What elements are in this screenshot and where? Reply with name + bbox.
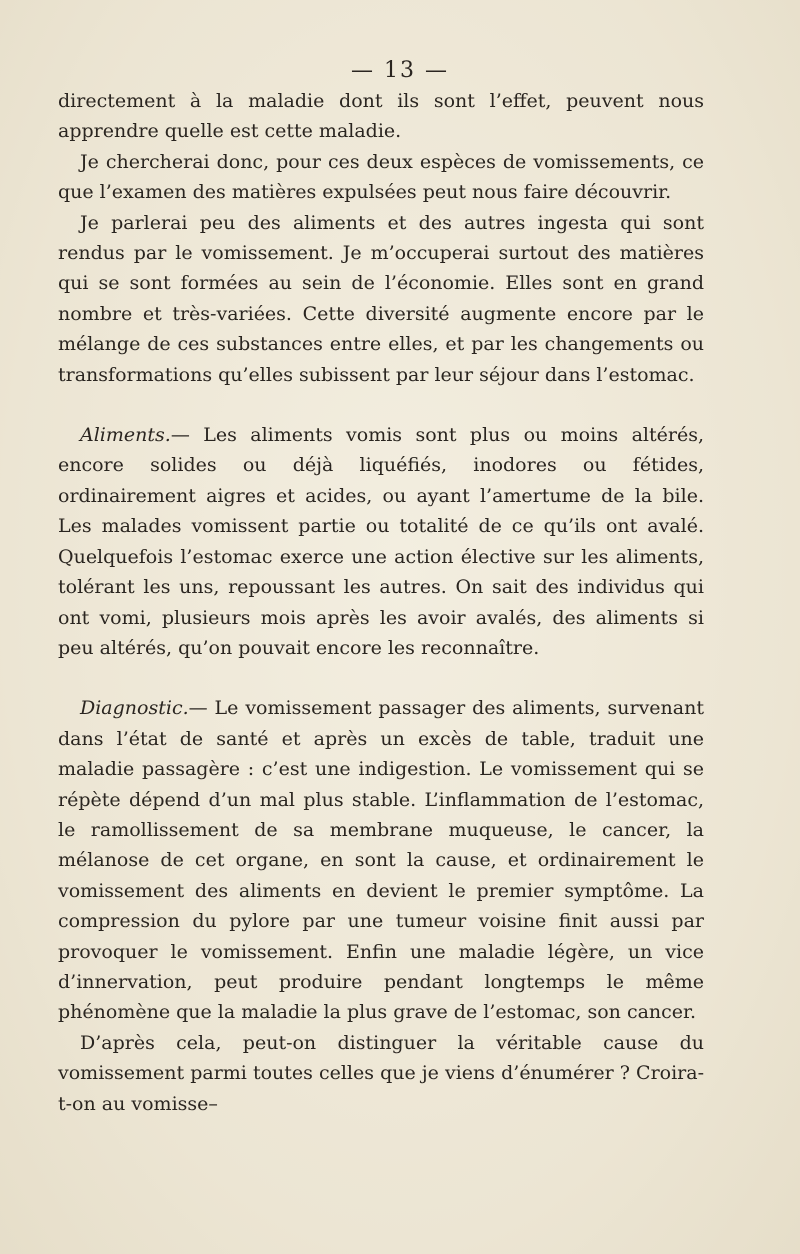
paragraph [58,147,704,208]
paragraph-text: D’après cela, peut-on distinguer la véritable cause du vomissement parmi toutes celles que je viens d’énumérer ? Croira-t-on au vomisse– [58,1031,704,1115]
section-aliments [58,420,704,663]
body-text [58,86,704,1119]
paragraph [58,1028,704,1119]
paragraph-text: — Les aliments vomis sont plus ou moins altérés, encore solides ou déjà liquéfiés, inodores ou fétides, ordinairement aigres et acides, ou ayant l’amertume de la bile. Les malades vomissent partie ou totalité de ce qu’ils ont avalé. Quelquefois l’estomac exerce une action élective sur les aliments, tolérant les uns, repoussant les autres. On sait des individus qui ont vomi, plusieurs mois après les avoir avalés, des aliments si peu altérés, qu’on pouvait encore les reconnaître. [58,424,704,659]
paragraph-text: — Le vomissement passager des aliments, survenant dans l’état de santé et après un excès de table, traduit une maladie passagère : c’est une indigestion. Le vomissement qui se répète dépend d’un mal plus stable. L’inflammation de l’estomac, le ramollissement de sa membrane muqueuse, le cancer, la mélanose de cet organe, en sont la cause, et ordinairement le vomissement des aliments en devient le premier symptôme. La compression du pylore par une tumeur voisine finit aussi par provoquer le vomissement. Enfin une maladie légère, un vice d’innervation, peut produire pendant longtemps le même phénomène que la maladie la plus grave de l’estomac, son cancer. [58,697,704,1024]
section-diagnostic [58,693,704,1027]
paragraph-text: directement à la maladie dont ils sont l’effet, peuvent nous apprendre quelle est cette maladie. [58,90,704,143]
paragraph-continuation [58,86,704,147]
paragraph-text: Je parlerai peu des aliments et des autres ingesta qui sont rendus par le vomissement. Je m’occuperai surtout des matières qui se sont formées au sein de l’économie. Elles sont en grand nombre et très-variées. Cette diversité augmente encore par le mélange de ces substances entre elles, et par les changements ou transformations qu’elles subissent par leur séjour dans l’estomac. [58,211,704,386]
page-number: — 13 — [351,58,449,83]
paragraph [58,208,704,390]
section-title: Aliments. [80,424,171,447]
paragraph-text: Je chercherai donc, pour ces deux espèces de vomissements, ce que l’examen des matières expulsées peut nous faire découvrir. [58,150,704,204]
section-title: Diagnostic. [80,697,189,720]
